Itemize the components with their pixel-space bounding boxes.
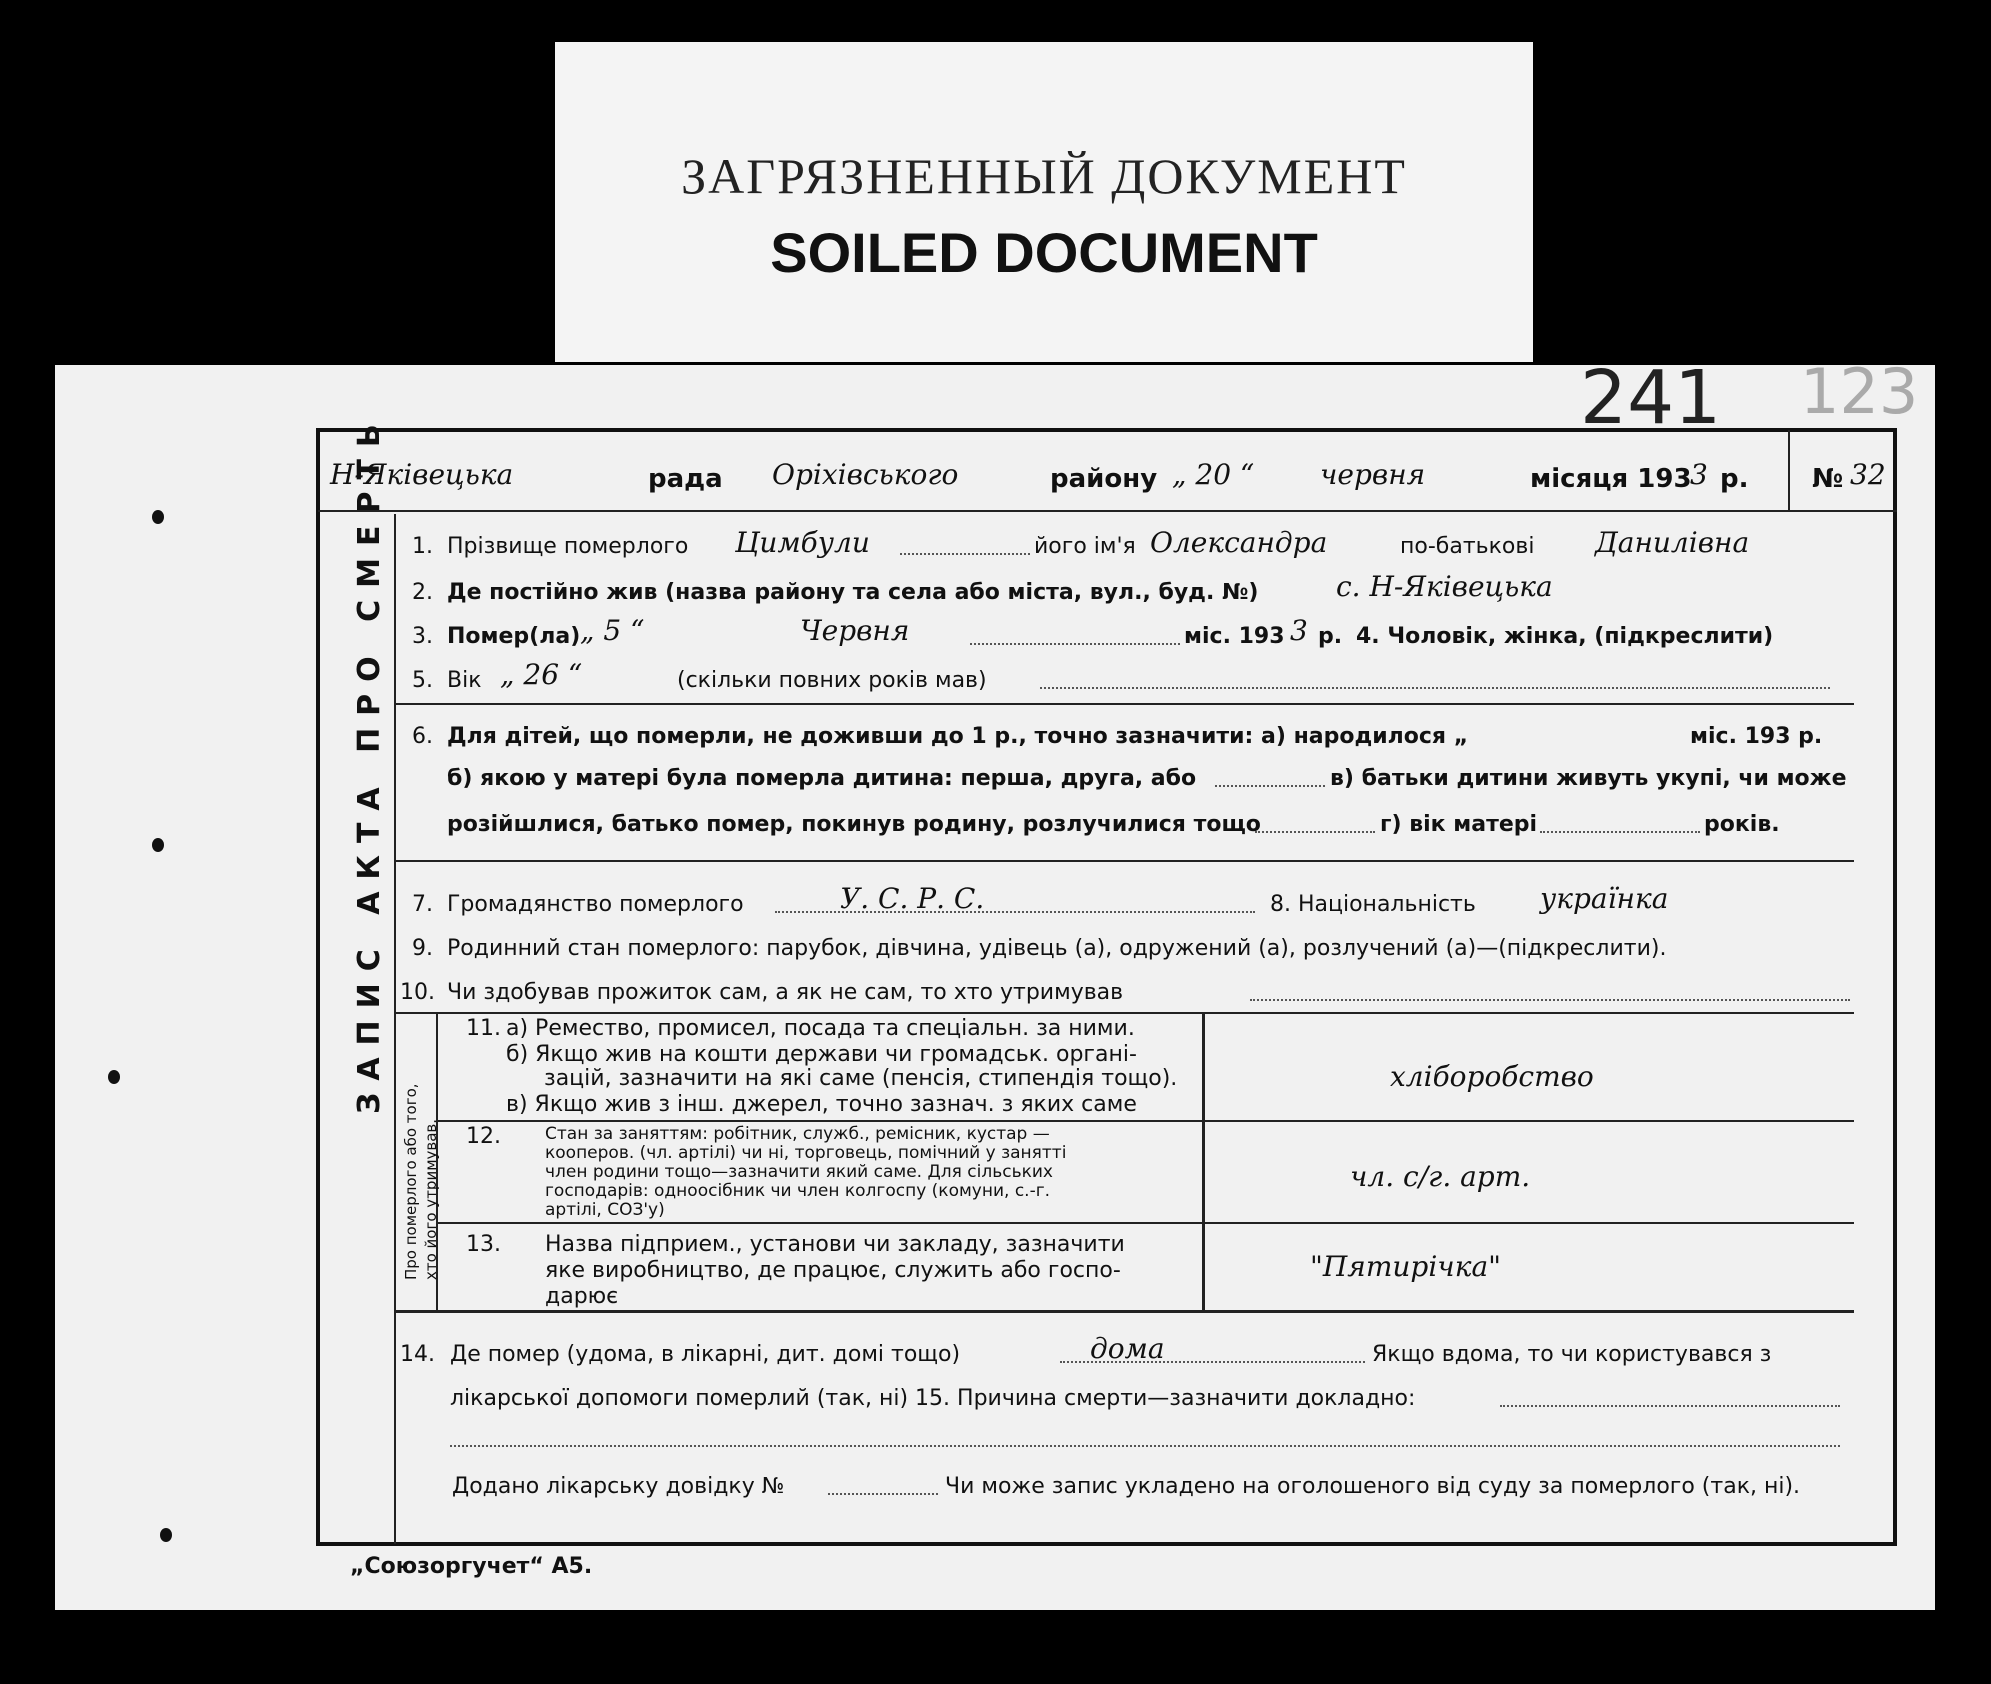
record-number-value: 32: [1850, 458, 1886, 491]
row3-num: 3.: [412, 624, 433, 649]
nationality-label: 8. Національність: [1270, 892, 1476, 917]
death-place-value: дома: [1090, 1332, 1165, 1365]
patronymic-value: Данилівна: [1595, 526, 1750, 559]
row-divider: [436, 1222, 1854, 1224]
row11-b1: б) Якщо жив на кошти держави чи громадськ. органі-: [506, 1042, 1137, 1067]
row6-line1: Для дітей, що померли, не доживши до 1 р., точно зазначити: а) народилося „: [447, 724, 1469, 749]
row2-num: 2.: [412, 580, 433, 605]
death-month-value: Червня: [800, 614, 910, 647]
punch-hole: [152, 510, 164, 524]
row-divider: [436, 1120, 1854, 1122]
row5-num: 5.: [412, 668, 433, 693]
page-number: 241: [1580, 355, 1722, 441]
age-hint: (скільки повних років мав): [677, 668, 987, 693]
year-suffix: р.: [1720, 464, 1749, 494]
row10-label: Чи здобував прожиток сам, а як не сам, то хто утримував: [447, 980, 1124, 1005]
name-value: Олександра: [1150, 526, 1328, 559]
age-value: „ 26 “: [500, 658, 583, 691]
medical-certificate-label: Додано лікарську довідку №: [452, 1474, 785, 1499]
name-label: його ім'я: [1034, 534, 1136, 559]
row-divider: [394, 1310, 1854, 1313]
row14-label: Де помер (удома, в лікарні, дит. домі тощо): [450, 1342, 961, 1367]
year-value: 3: [1690, 458, 1708, 491]
status-value: чл. с/г. арт.: [1350, 1160, 1531, 1193]
row13-num: 13.: [466, 1232, 501, 1257]
patronymic-label: по-батькові: [1400, 534, 1535, 559]
row6-num: 6.: [412, 724, 433, 749]
death-year-suffix: р.: [1318, 624, 1343, 649]
sex-label: 4. Чоловік, жінка, (підкреслити): [1356, 624, 1774, 649]
row6-line1-end: міс. 193 р.: [1690, 724, 1823, 749]
row12-l3: член родини тощо—зазначити який саме. Для сільських: [545, 1162, 1053, 1182]
row11-c: в) Якщо жив з інш. джерел, точно зазнач. з яких саме: [506, 1092, 1137, 1117]
row-divider: [394, 703, 1854, 705]
occupation-value-divider: [1202, 1012, 1205, 1310]
row12-l4: господарів: одноосібник чи член колгоспу (комуни, с.-г.: [545, 1181, 1051, 1201]
row9-num: 9.: [412, 936, 433, 961]
council-label: рада: [648, 464, 723, 494]
row11-num: 11.: [466, 1016, 501, 1041]
side-title: ЗАПИС АКТА ПРО СМЕРТЬ: [352, 412, 387, 1114]
council-value: Н-Яківецька: [330, 458, 514, 491]
row2-label: Де постійно жив (назва району та села або міста, вул., буд. №): [447, 580, 1259, 605]
label-english: SOILED DOCUMENT: [770, 221, 1318, 284]
header-number-divider: [1788, 430, 1790, 510]
side-title-divider: [394, 514, 396, 1544]
row3-label: Помер(ла): [447, 624, 581, 649]
row7-num: 7.: [412, 892, 433, 917]
death-day-value: „ 5 “: [580, 614, 645, 647]
row12-l2: кооперов. (чл. артілі) чи ні, торговець, помічний у занятті: [545, 1143, 1067, 1163]
death-year-value: 3: [1290, 614, 1308, 647]
row-divider: [394, 1012, 1854, 1014]
row11-a: а) Ремество, промисел, посада та спеціальн. за ними.: [506, 1016, 1135, 1041]
header-divider: [318, 510, 1897, 512]
day-value: „ 20 “: [1172, 458, 1255, 491]
row6-line3a: розійшлися, батько помер, покинув родину, розлучилися тощо: [447, 812, 1261, 837]
month-value: червня: [1320, 458, 1426, 491]
workplace-value: "Пятирічка": [1310, 1250, 1502, 1283]
row7-label: Громадянство померлого: [447, 892, 744, 917]
row14-suffix: Якщо вдома, то чи користувався з: [1372, 1342, 1772, 1367]
citizenship-value: У. С. Р. С.: [840, 882, 985, 915]
row13-l3: дарює: [545, 1284, 619, 1309]
nationality-value: українка: [1540, 882, 1669, 915]
death-year-label: міс. 193: [1184, 624, 1285, 649]
row5-label: Вік: [447, 668, 482, 693]
label-russian: ЗАГРЯЗНЕННЫЙ ДОКУМЕНТ: [681, 148, 1407, 204]
month-label: місяця 193: [1530, 464, 1692, 494]
row13-l2: яке виробництво, де працює, служить або госпо-: [545, 1258, 1121, 1283]
row6-line3b: г) вік матері: [1380, 812, 1538, 837]
row12-num: 12.: [466, 1124, 501, 1149]
row10-num: 10.: [400, 980, 435, 1005]
row1-label: Прізвище померлого: [447, 534, 689, 559]
soiled-document-label: [555, 42, 1533, 362]
printer-mark: „Союзоргучет“ А5.: [350, 1554, 593, 1579]
occupation-value: хліборобство: [1390, 1060, 1594, 1093]
row6-line3c: років.: [1704, 812, 1780, 837]
row12-l5: артілі, СОЗ'у): [545, 1200, 665, 1220]
row12-l1: Стан за заняттям: робітник, служб., ремісник, кустар —: [545, 1124, 1050, 1144]
row6-line2b: в) батьки дитини живуть укупі, чи може: [1330, 766, 1847, 791]
row11-b2: зацій, зазначити на які саме (пенсія, стипендія тощо).: [544, 1066, 1178, 1091]
page-number-faint: 123: [1800, 355, 1919, 428]
punch-hole: [108, 1070, 120, 1084]
row14-line2: лікарської допомоги померлий (так, ні) 15. Причина смерти—зазначити докладно:: [450, 1386, 1416, 1411]
row13-l1: Назва підприем., установи чи закладу, зазначити: [545, 1232, 1125, 1257]
punch-hole: [160, 1528, 172, 1542]
row-divider: [394, 860, 1854, 862]
row14-num: 14.: [400, 1342, 435, 1367]
row1-num: 1.: [412, 534, 433, 559]
court-question: Чи може запис укладено на оголошеного від суду за померлого (так, ні).: [945, 1474, 1801, 1499]
record-number-label: №: [1812, 464, 1844, 494]
occupation-side-subtitle: Про померлого або того, хто його утримував.: [402, 1083, 440, 1280]
residence-value: с. Н-Яківецька: [1336, 570, 1553, 603]
row6-line2a: б) якою у матері була померла дитина: перша, друга, або: [447, 766, 1197, 791]
surname-value: Цимбули: [735, 526, 870, 559]
punch-hole: [152, 838, 164, 852]
row9-label: Родинний стан померлого: парубок, дівчина, удівець (а), одружений (а), розлучений (а)—(підкреслити).: [447, 936, 1667, 961]
district-value: Оріхівського: [772, 458, 959, 491]
district-label: району: [1050, 464, 1158, 494]
